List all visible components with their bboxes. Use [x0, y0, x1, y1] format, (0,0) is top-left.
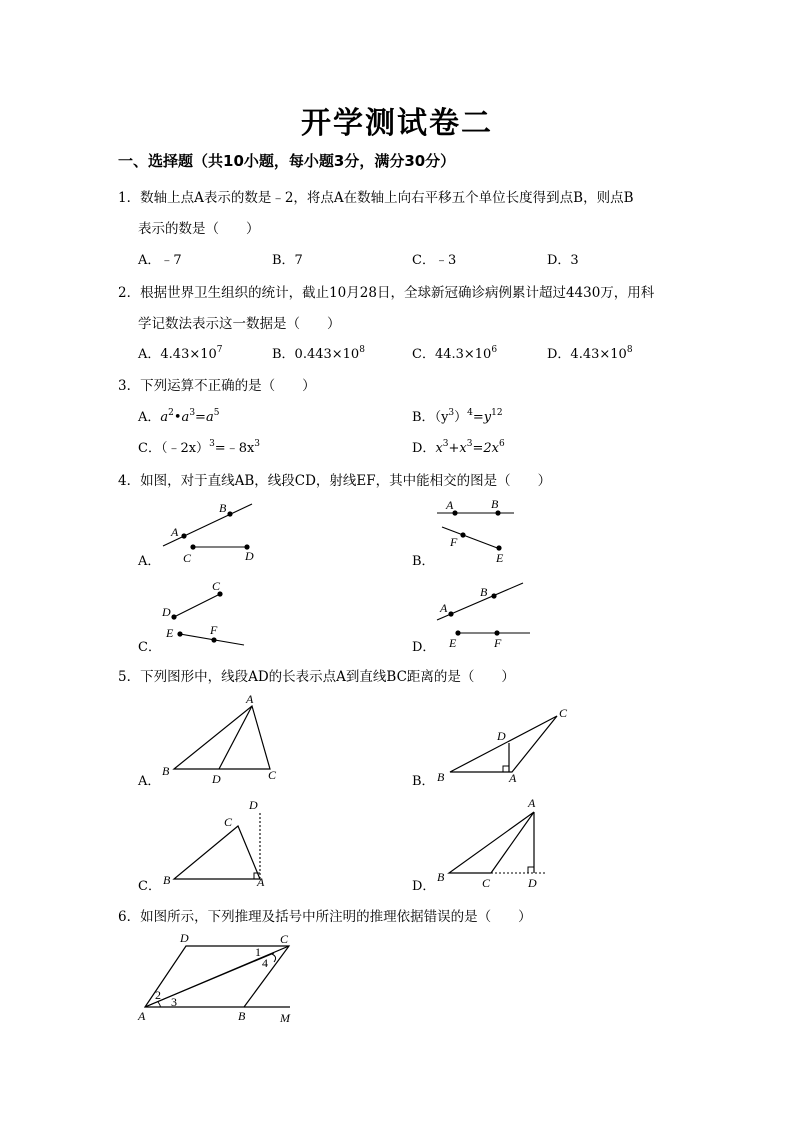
- q5-option-d[interactable]: D．: [412, 879, 436, 894]
- label-f: F: [450, 535, 458, 549]
- label-d: D: [249, 798, 258, 812]
- label-angle-1: 1: [255, 945, 261, 959]
- q3-option-c[interactable]: C．$(﹣2x)^3=﹣8x^3$: [138, 439, 261, 456]
- section-heading: 一、选择题（共10小题，每小题3分，满分30分）: [118, 152, 456, 170]
- label-b: B: [162, 764, 170, 778]
- label-angle-2: 2: [155, 988, 161, 1002]
- label-b: B: [163, 873, 171, 887]
- label-a: A: [138, 1009, 146, 1023]
- q2-stem-line2: 学记数法表示这一数据是（ ）: [138, 316, 341, 332]
- angle-arc-4: [272, 954, 276, 962]
- label-a: A: [446, 498, 454, 512]
- q2-option-d[interactable]: D．$4.43\times 10^8$: [547, 345, 633, 362]
- q3-stem: 3．下列运算不正确的是（ ）: [118, 378, 316, 394]
- q5-stem: 5．下列图形中，线段AD的长表示点A到直线BC距离的是（ ）: [118, 669, 515, 685]
- label-a: A: [440, 601, 448, 615]
- q5-option-b[interactable]: B．: [412, 774, 435, 789]
- q4-option-d[interactable]: D．: [412, 640, 436, 655]
- q4-option-a[interactable]: A．: [138, 554, 161, 569]
- q1-option-b[interactable]: B．7: [272, 253, 303, 268]
- q2-option-c[interactable]: C．$44.3\times 10^6$: [412, 345, 498, 362]
- label-b: B: [437, 870, 445, 884]
- label-a: A: [509, 771, 517, 785]
- label-b: B: [491, 497, 499, 511]
- label-c: C: [212, 579, 221, 593]
- q6-stem: 6．如图所示，下列推理及括号中所注明的推理依据错误的是（ ）: [118, 909, 532, 925]
- line-from-a: [145, 953, 274, 1007]
- label-d: D: [212, 772, 221, 786]
- label-d: D: [245, 549, 254, 563]
- label-a: A: [257, 875, 265, 889]
- label-e: E: [166, 626, 174, 640]
- q4-option-b[interactable]: B．: [412, 554, 435, 569]
- label-d: D: [528, 876, 537, 890]
- label-c: C: [482, 876, 491, 890]
- label-a: A: [171, 525, 179, 539]
- q3-option-d[interactable]: D．$x^3+x^3=2x^6$: [412, 439, 505, 456]
- label-c: C: [280, 932, 289, 946]
- label-c: C: [183, 551, 192, 565]
- angle-arc-3: [158, 1002, 160, 1007]
- label-e: E: [449, 636, 457, 650]
- q1-option-c[interactable]: C．﹣3: [412, 253, 457, 268]
- q1-stem-line1: 1．数轴上点A表示的数是﹣2，将点A在数轴上向右平移五个单位长度得到点B，则点B: [118, 190, 634, 206]
- q2-option-b[interactable]: B．$0.443\times 10^8$: [272, 345, 365, 362]
- q3-option-a[interactable]: A．$a^2•a^3=a^5$: [138, 408, 220, 425]
- q2-stem-line1: 2．根据世界卫生组织的统计，截止10月28日，全球新冠确诊病例累计超过4430万，用科: [118, 285, 655, 301]
- q1-option-d[interactable]: D．3: [547, 253, 579, 268]
- label-f: F: [210, 623, 218, 637]
- label-a: A: [246, 692, 254, 706]
- q1-option-a[interactable]: A．﹣7: [138, 253, 182, 268]
- label-a: A: [528, 796, 536, 810]
- label-d: D: [497, 729, 506, 743]
- label-c: C: [268, 768, 277, 782]
- page-title: 开学测试卷二: [301, 106, 493, 141]
- label-d: D: [180, 931, 189, 945]
- label-angle-4: 4: [262, 956, 268, 970]
- label-e: E: [496, 551, 504, 565]
- label-c: C: [224, 815, 233, 829]
- label-f: F: [494, 636, 502, 650]
- label-b: B: [219, 501, 227, 515]
- q4-option-c[interactable]: C．: [138, 640, 161, 655]
- label-angle-3: 3: [171, 995, 177, 1009]
- label-b: B: [480, 585, 488, 599]
- label-c: C: [559, 706, 568, 720]
- q1-stem-line2: 表示的数是（ ）: [138, 221, 260, 237]
- q3-option-b[interactable]: B．$(y^3)^4=y^{12}$: [412, 408, 503, 425]
- q5-option-a[interactable]: A．: [138, 774, 161, 789]
- label-b: B: [238, 1009, 246, 1023]
- q2-option-a[interactable]: A．$4.43\times 10^7$: [138, 345, 223, 362]
- label-m: M: [280, 1011, 290, 1025]
- label-d: D: [162, 605, 171, 619]
- label-b: B: [437, 770, 445, 784]
- q5-option-c[interactable]: C．: [138, 879, 161, 894]
- q4-stem: 4．如图，对于直线AB，线段CD，射线EF，其中能相交的图是（ ）: [118, 473, 552, 489]
